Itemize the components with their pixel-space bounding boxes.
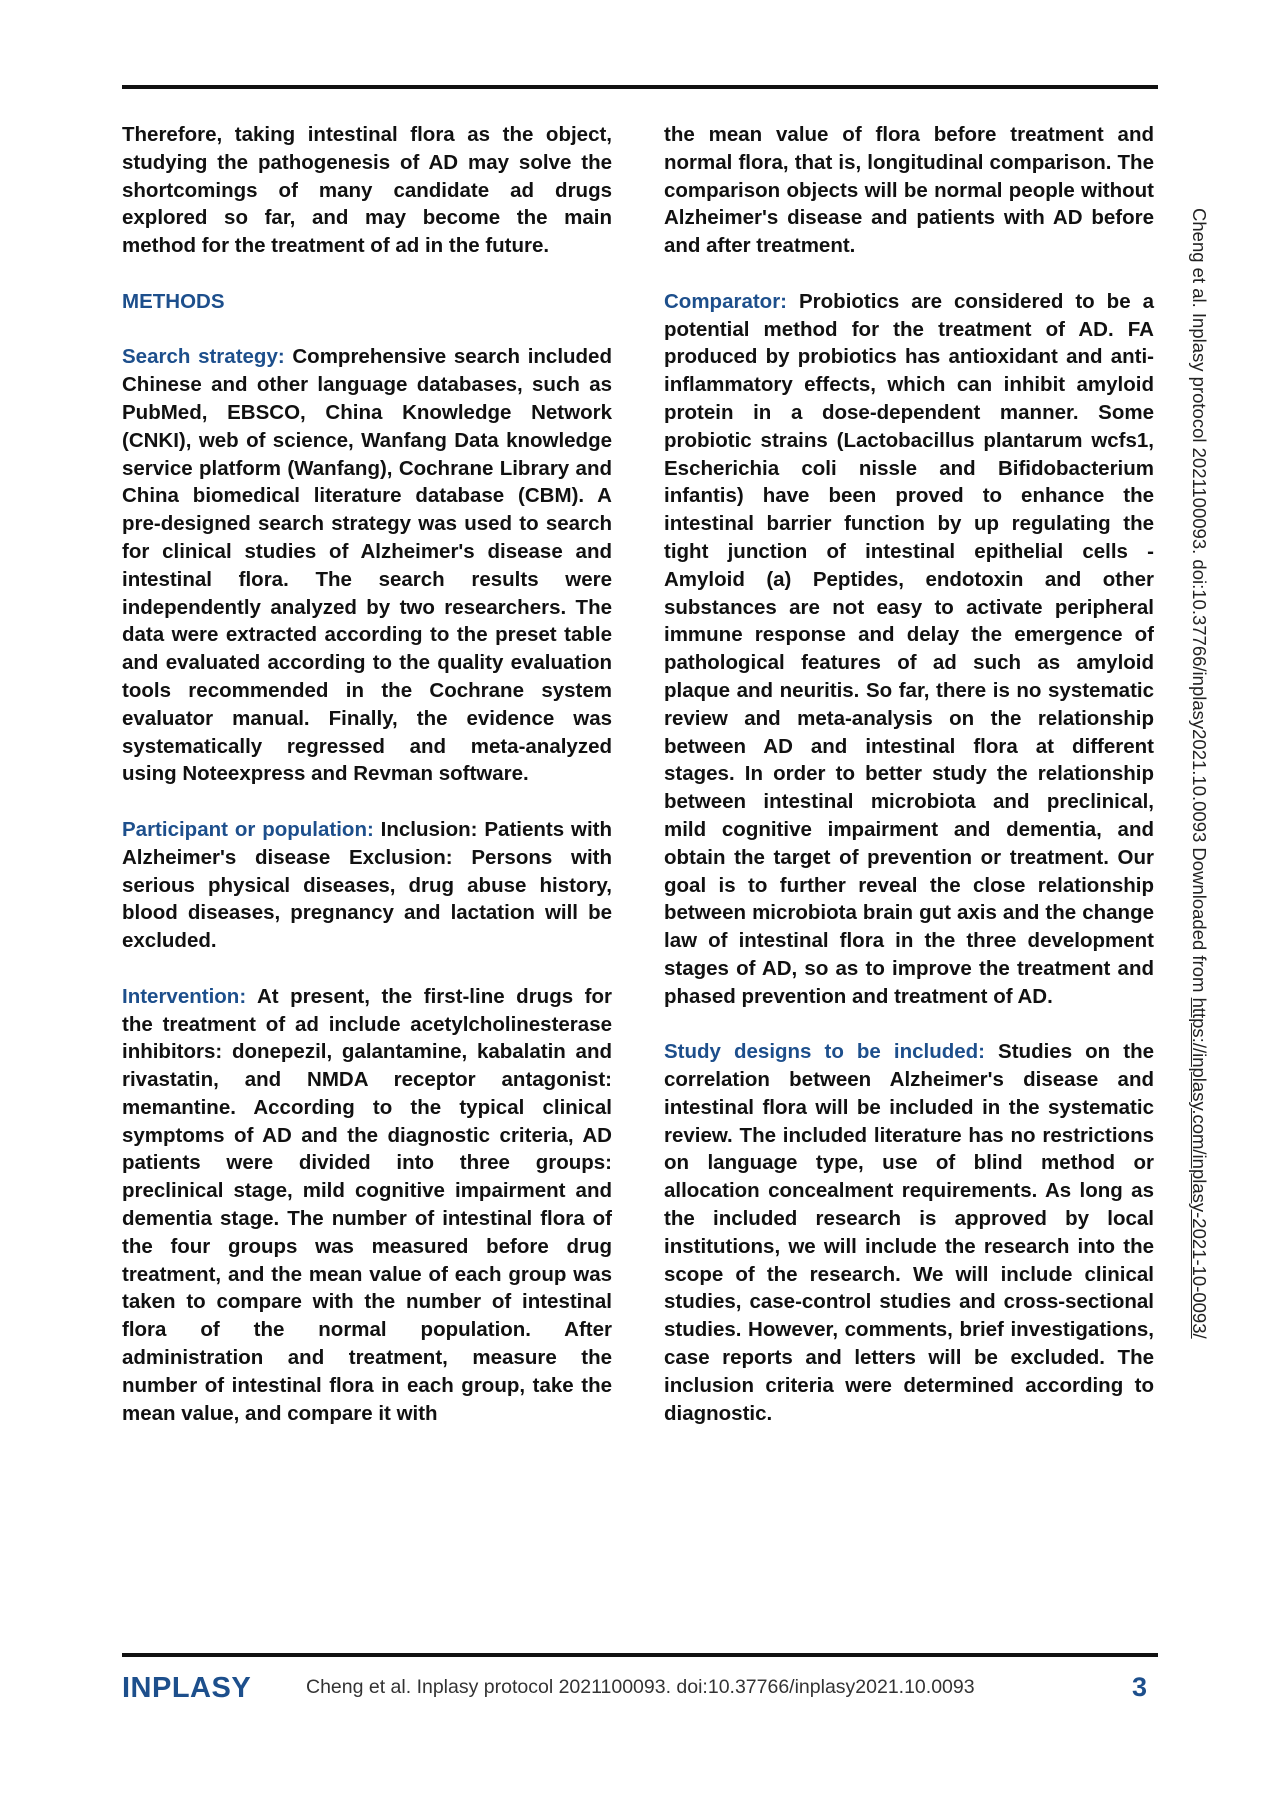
study-designs-text: Studies on the correlation between Alzheimer's disease and intestinal flora will be included in the systematic review. The included literature has no restrictions on language type, use of blind method or allocation concealment requirements. As long as the included research is approved by local institutions, we will include the research into the scope of the research. We will include clinical studies, case-control studies and cross-sectional studies. However, comments, brief investigations, case reports and letters will be excluded. The inclusion criteria were determined according to diagnostic.	[664, 1040, 1154, 1425]
participant-text: Inclusion: Patients with Alzheimer's disease Exclusion: Persons with serious physical diseases, drug abuse history, blood diseases, pregnancy and lactation will be excluded.	[122, 817, 612, 953]
study-designs-label: Study designs to be included:	[664, 1040, 985, 1064]
participant-paragraph	[122, 816, 612, 955]
comparator-label: Comparator:	[664, 289, 788, 313]
study-designs-paragraph	[664, 1038, 1154, 1427]
comparator-paragraph	[664, 288, 1154, 1011]
page-number: 3	[1132, 1672, 1148, 1702]
right-column	[664, 121, 1154, 1455]
intro-paragraph: Therefore, taking intestinal flora as the object, studying the pathogenesis of AD may solve the shortcomings of many candidate ad drugs explored so far, and may become the main method for the treatment of ad in the future.	[122, 123, 612, 258]
left-column	[122, 121, 612, 1455]
intervention-paragraph	[122, 983, 612, 1428]
bottom-rule	[122, 1653, 1158, 1657]
search-strategy-text: Comprehensive search included Chinese and other language databases, such as PubMed, EBSCO, China Knowledge Network (CNKI), web of science, Wanfang Data knowledge service platform (Wanfang), Cochrane Library and China biomedical literature database (CBM). A pre-designed search strategy was used to search for clinical studies of Alzheimer's disease and intestinal flora. The search results were independently analyzed by two researchers. The data were extracted according to the preset table and evaluated according to the quality evaluation tools recommended in the Cochrane system evaluator manual. Finally, the evidence was systematically regressed and meta-analyzed using Noteexpress and Revman software.	[122, 345, 612, 786]
search-strategy-label: Search strategy:	[122, 345, 285, 369]
sidebar-download-notice	[1184, 208, 1214, 1608]
methods-heading: METHODS	[122, 289, 225, 313]
sidebar-text: Cheng et al. Inplasy protocol 2021100093. doi:10.37766/inplasy2021.10.0093 Downloaded from	[1189, 208, 1210, 998]
top-rule	[122, 85, 1158, 89]
sidebar-download-link[interactable]: https://inplasy.com/inplasy-2021-10-0093/	[1189, 997, 1210, 1339]
footer-citation: Cheng et al. Inplasy protocol 2021100093. doi:10.37766/inplasy2021.10.0093	[306, 1676, 975, 1698]
intervention-text: At present, the first-line drugs for the treatment of ad include acetylcholinesterase inhibitors: donepezil, galantamine, kabalatin and rivastatin, and NMDA receptor antagonist: memantine. According to the typical clinical symptoms of AD and the diagnostic criteria, AD patients were divided into three groups: preclinical stage, mild cognitive impairment and dementia stage. The number of intestinal flora of the four groups was measured before drug treatment, and the mean value of each group was taken to compare with the number of intestinal flora of the normal population. After administration and treatment, measure the number of intestinal flora in each group, take the mean value, and compare it with	[122, 984, 612, 1425]
intervention-label: Intervention:	[122, 984, 247, 1008]
participant-label: Participant or population:	[122, 817, 374, 841]
continuation-paragraph: the mean value of flora before treatment and normal flora, that is, longitudinal comparison. The comparison objects will be normal people without Alzheimer's disease and patients with AD before and after treatment.	[664, 123, 1154, 258]
footer-brand-logo: INPLASY	[122, 1672, 252, 1704]
search-strategy-paragraph	[122, 343, 612, 788]
comparator-text: Probiotics are considered to be a potential method for the treatment of AD. FA produced by probiotics has antioxidant and anti-inflammatory effects, which can inhibit amyloid protein in a dose-dependent manner. Some probiotic strains (Lactobacillus plantarum wcfs1, Escherichia coli nissle and Bifidobacterium infantis) have been proved to enhance the intestinal barrier function by up regulating the tight junction of intestinal epithelial cells - Amyloid (a) Peptides, endotoxin and other substances are not easy to activate peripheral immune response and delay the emergence of pathological features of ad such as amyloid plaque and neuritis. So far, there is no systematic review and meta-analysis on the relationship between AD and intestinal flora at different stages. In order to better study the relationship between intestinal microbiota and preclinical, mild cognitive impairment and dementia, and obtain the target of prevention or treatment. Our goal is to further reveal the close relationship between microbiota brain gut axis and the change law of intestinal flora in the three development stages of AD, so as to improve the treatment and phased prevention and treatment of AD.	[664, 289, 1154, 1008]
